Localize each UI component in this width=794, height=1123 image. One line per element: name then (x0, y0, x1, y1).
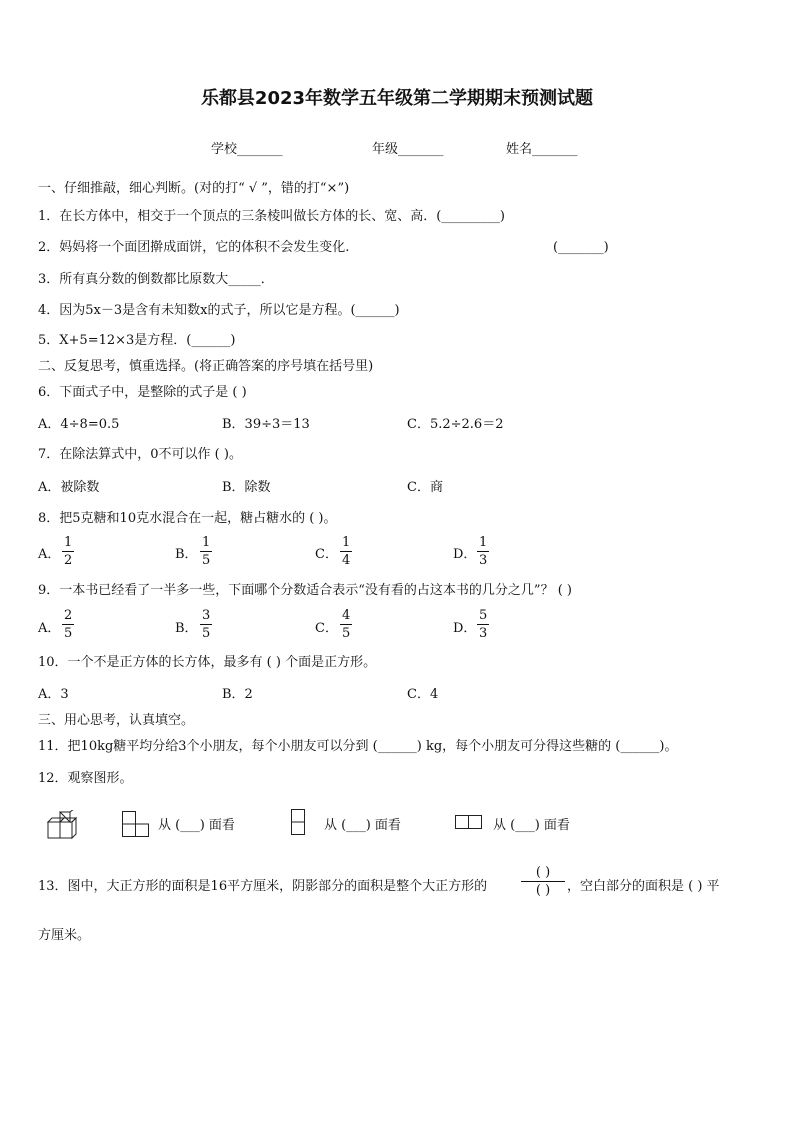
section-2-heading: 二、反复思考，慎重选择。(将正确答案的序号填在括号里) (38, 359, 374, 374)
question-3: 3．所有真分数的倒数都比原数大_____． (38, 272, 274, 287)
fraction-denominator: 3 (479, 626, 488, 641)
question-6-option-a: A．4÷8=0.5 (38, 417, 120, 432)
question-8: 8．把5克糖和10克水混合在一起，糖占糖水的 ( )。 (38, 511, 337, 526)
fraction-numerator: 5 (479, 608, 488, 623)
fraction-numerator: 1 (479, 535, 488, 550)
question-11: 11．把10kg糖平均分给3个小朋友，每个小朋友可以分到 (______) kg，每个小朋友可分得这些糖的 (______)。 (38, 739, 678, 754)
fraction-numerator: 2 (64, 608, 73, 623)
question-2-blank: (_______) (553, 240, 609, 255)
view-figure-vertical-pair (291, 809, 305, 835)
question-8-option-d-label: D． (453, 547, 477, 562)
fraction-denominator: 5 (202, 626, 211, 641)
question-6-option-c: C．5.2÷2.6＝2 (407, 417, 504, 432)
question-9-option-d-label: D． (453, 621, 477, 636)
section-1-heading: 一、仔细推敲，细心判断。(对的打“ √ ”，错的打“×”) (38, 181, 350, 196)
question-8-option-a-fraction (62, 536, 74, 567)
question-13-part-2: ，空白部分的面积是 ( ) 平 (567, 879, 720, 894)
question-9-option-c-fraction (340, 609, 352, 640)
question-5: 5．X+5=12×3是方程．(______) (38, 333, 236, 348)
fraction-numerator: 1 (202, 535, 211, 550)
section-3-heading: 三、用心思考，认真填空。 (38, 713, 195, 728)
question-8-option-c-fraction (340, 536, 352, 567)
grade-field: 年级_______ (372, 142, 444, 157)
fraction-numerator: ( ) (535, 865, 551, 880)
fraction-numerator: 3 (202, 608, 211, 623)
name-field: 姓名_______ (506, 142, 578, 157)
question-13-part-3: 方厘米。 (38, 928, 91, 943)
view-2-label: 从 (___) 面看 (324, 818, 401, 833)
view-1-label: 从 (___) 面看 (158, 818, 235, 833)
question-9-option-b-label: B． (175, 621, 198, 636)
question-9-option-a-label: A． (38, 621, 61, 636)
question-13-part-1: 13．图中，大正方形的面积是16平方厘米，阴影部分的面积是整个大正方形的 (38, 879, 488, 894)
question-8-option-b-fraction (200, 536, 212, 567)
fraction-denominator: 5 (64, 626, 73, 641)
question-12: 12．观察图形。 (38, 771, 133, 786)
question-7-option-a: A．被除数 (38, 480, 100, 495)
view-figure-horizontal-pair (455, 815, 482, 829)
question-4: 4．因为5x－3是含有未知数x的式子，所以它是方程。(______) (38, 303, 400, 318)
question-8-option-d-fraction (477, 536, 489, 567)
school-field: 学校_______ (211, 142, 283, 157)
question-6: 6．下面式子中，是整除的式子是 ( ) (38, 385, 247, 400)
fraction-numerator: 1 (64, 535, 73, 550)
fraction-numerator: 4 (342, 608, 351, 623)
question-7-option-b: B．除数 (222, 480, 271, 495)
view-3-label: 从 (___) 面看 (493, 818, 570, 833)
question-10-option-c: C．4 (407, 687, 439, 702)
question-9-option-a-fraction (62, 609, 74, 640)
question-9: 9．一本书已经看了一半多一些，下面哪个分数适合表示“没有看的占这本书的几分之几”？ ( ) (38, 583, 572, 598)
view-figure-l-shape (122, 811, 149, 837)
question-7-option-c: C．商 (407, 480, 443, 495)
fraction-denominator: 4 (342, 553, 351, 568)
question-9-option-c-label: C． (315, 621, 338, 636)
question-8-option-a-label: A． (38, 547, 61, 562)
fraction-denominator: 2 (64, 553, 73, 568)
question-8-option-b-label: B． (175, 547, 198, 562)
fraction-numerator: 1 (342, 535, 351, 550)
fraction-denominator: 5 (202, 553, 211, 568)
question-8-option-c-label: C． (315, 547, 338, 562)
question-1: 1．在长方体中，相交于一个顶点的三条棱叫做长方体的长、宽、高．(_________) (38, 209, 505, 224)
question-10: 10．一个不是正方体的长方体，最多有 ( ) 个面是正方形。 (38, 655, 377, 670)
fraction-denominator: ( ) (521, 881, 565, 897)
question-9-option-d-fraction (477, 609, 489, 640)
question-2: 2．妈妈将一个面团擀成面饼，它的体积不会发生变化. (38, 240, 350, 255)
cube-stack-figure (46, 810, 80, 840)
fraction-denominator: 3 (479, 553, 488, 568)
question-7: 7．在除法算式中，0不可以作 ( )。 (38, 447, 242, 462)
question-6-option-b: B．39÷3＝13 (222, 417, 310, 432)
question-13-blank-fraction (521, 866, 565, 897)
question-10-option-b: B．2 (222, 687, 253, 702)
fraction-denominator: 5 (342, 626, 351, 641)
page-title: 乐都县2023年数学五年级第二学期期末预测试题 (200, 88, 594, 109)
question-10-option-a: A．3 (38, 687, 69, 702)
question-9-option-b-fraction (200, 609, 212, 640)
